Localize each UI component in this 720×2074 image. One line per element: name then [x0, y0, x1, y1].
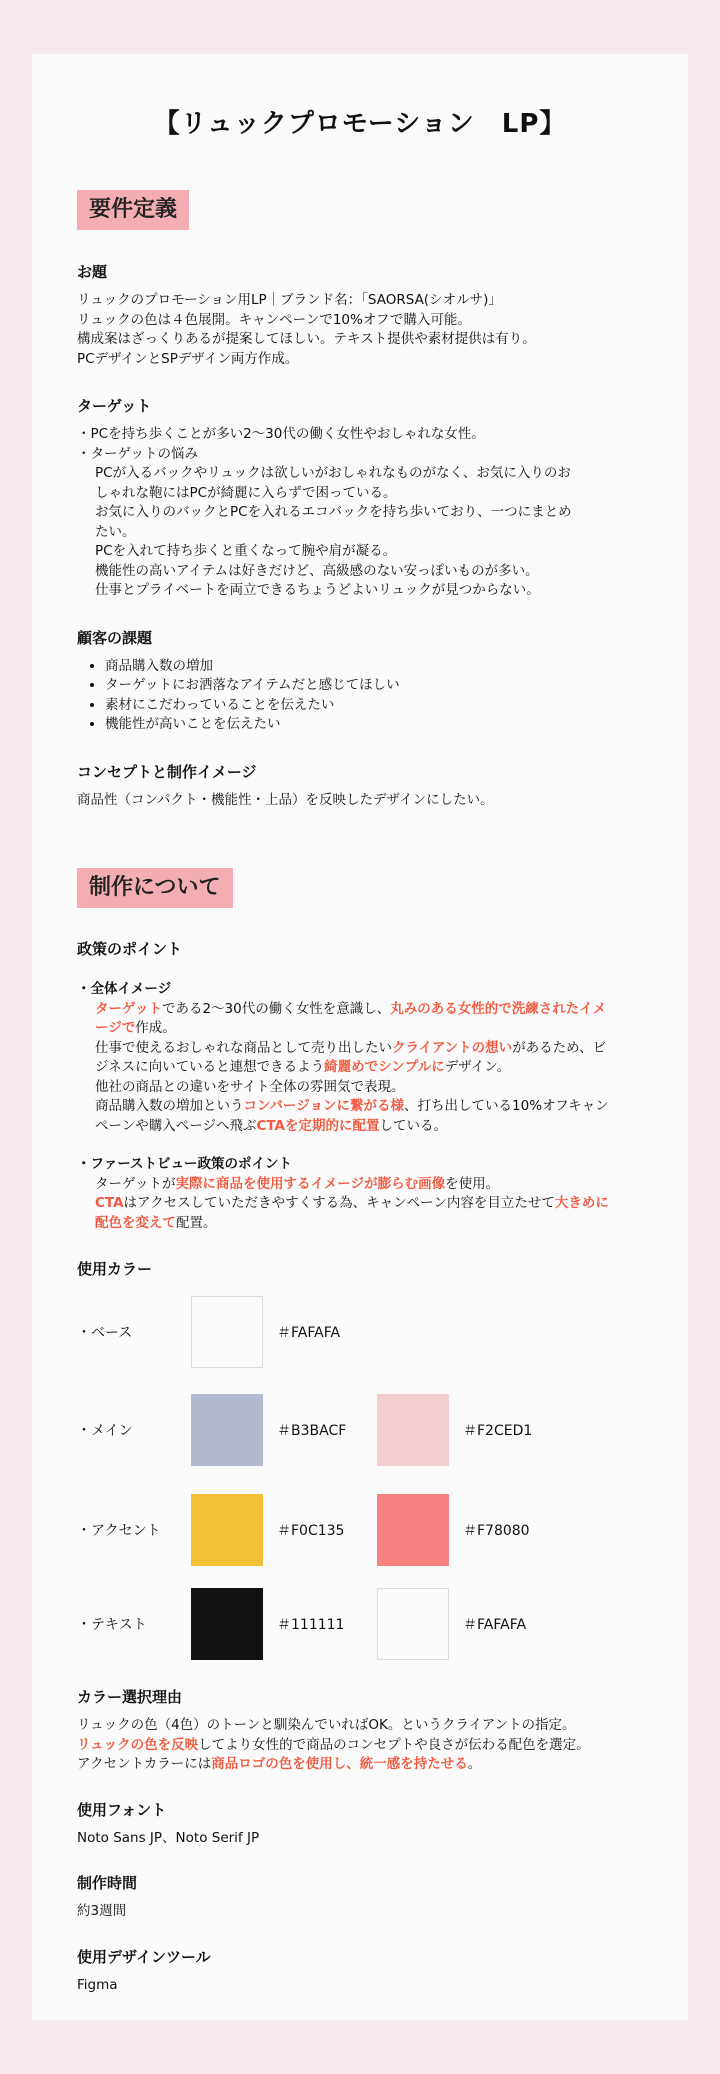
overall-line	[95, 1039, 643, 1059]
odai-line: PCデザインとSPデザイン両方作成。	[77, 350, 299, 367]
color-hex: ＃B3BACF	[277, 1423, 347, 1439]
reason-text: アクセントカラーには	[77, 1756, 212, 1772]
issues-heading: 顧客の課題	[77, 628, 153, 647]
color-row-base	[77, 1296, 643, 1368]
color-hex: ＃F0C135	[277, 1523, 345, 1539]
highlight-text: ージで	[95, 1020, 136, 1036]
target-line: 機能性の高いアイテムは好きだけど、高級感のない安っぽいものが多い。	[95, 562, 539, 579]
target-line: PCを入れて持ち歩くと重くなって腕や肩が凝る。	[95, 543, 397, 559]
color-row-main	[77, 1394, 643, 1466]
color-swatch-accent-1	[191, 1494, 263, 1566]
reason-line	[77, 1736, 643, 1756]
target-bullet: ・PCを持ち歩くことが多い2〜30代の働く女性やおしゃれな女性。	[77, 426, 485, 442]
requirements-section	[77, 190, 643, 810]
color-row-accent	[77, 1494, 643, 1566]
overall-line	[95, 1000, 643, 1020]
firstview-text: 配置。	[176, 1214, 217, 1231]
color-swatch-text-1	[191, 1588, 263, 1660]
list-item: • ターゲットにお洒落なアイテムだと感じてほしい	[105, 676, 643, 696]
target-heading: ターゲット	[77, 397, 152, 415]
odai-heading: お題	[77, 263, 108, 281]
target-block	[77, 395, 643, 601]
overall-text: があるため、ビ	[512, 1039, 607, 1056]
odai-block	[77, 261, 643, 369]
policy-heading: 政策のポイント	[77, 940, 183, 958]
highlight-text: 実際に商品を使用するイメージが膨らむ画像	[175, 1175, 446, 1192]
highlight-text: CTAを定期的に配置	[256, 1117, 380, 1134]
firstview-line	[95, 1175, 643, 1195]
highlight-text: クライアントの想い	[392, 1039, 513, 1056]
tool-text: Figma	[77, 1976, 118, 1993]
highlight-text: リュックの色を反映	[77, 1736, 199, 1753]
target-bullet: ・ターゲットの悩み	[77, 445, 198, 462]
color-label: ・ベース	[77, 1325, 133, 1341]
overall-text: 仕事で使えるおしゃれな商品として売り出したい	[95, 1039, 392, 1056]
firstview-line	[95, 1194, 643, 1214]
list-item: • 素材にこだわっていることを伝えたい	[105, 696, 643, 716]
production-section	[77, 868, 643, 1995]
color-hex: ＃F2CED1	[463, 1423, 533, 1439]
target-line: たい。	[95, 523, 136, 540]
overall-image-heading: ・全体イメージ	[77, 981, 172, 997]
reason-text: してより女性的で商品のコンセプトや良さが伝わる配色を選定。	[198, 1736, 590, 1753]
target-line: お気に入りのバックとPCを入れるエコバックを持ち歩いており、一つにまとめ	[95, 504, 572, 520]
overall-line: 他社の商品との違いをサイト全体の雰囲気で表現。	[95, 1078, 405, 1095]
color-swatch-main-1	[191, 1394, 263, 1466]
color-hex: ＃FAFAFA	[277, 1325, 341, 1341]
overall-image-block	[77, 980, 643, 1136]
odai-line: リュックのプロモーション用LP｜ブランド名：「SAORSA(シオルサ)」	[77, 292, 502, 308]
target-line: PCが入るバックやリュックは欲しいがおしゃれなものがなく、お気に入りのお	[95, 465, 571, 481]
color-hex: ＃FAFAFA	[463, 1617, 527, 1633]
color-label: ・アクセント	[77, 1523, 161, 1539]
overall-text: 、打ち出している10%オフキャン	[404, 1098, 609, 1114]
color-swatch-text-2	[377, 1588, 449, 1660]
list-item: • 商品購入数の増加	[105, 657, 643, 677]
highlight-text: CTA	[95, 1195, 124, 1211]
tool-heading: 使用デザインツール	[77, 1947, 211, 1966]
highlight-text: 商品ロゴの色を使用し、統一感を持たせる	[211, 1756, 468, 1772]
color-swatch-main-2	[377, 1394, 449, 1466]
font-block	[77, 1799, 643, 1849]
overall-text: ジネスに向いていると連想できるよう	[95, 1059, 325, 1075]
firstview-text: はアクセスしていただきやすくする為、キャンペーン内容を目立たせて	[123, 1195, 555, 1211]
reason-heading: カラー選択理由	[77, 1688, 183, 1706]
overall-line	[95, 1117, 643, 1137]
firstview-text: ターゲットが	[95, 1175, 176, 1192]
colors-block	[77, 1258, 643, 1660]
overall-line	[95, 1058, 643, 1078]
reason-text: 。	[467, 1756, 482, 1772]
color-label: ・メイン	[77, 1423, 133, 1439]
highlight-text: コンバージョンに繋がる様	[243, 1098, 405, 1114]
highlight-text: ターゲット	[95, 1000, 162, 1017]
time-heading: 制作時間	[77, 1874, 138, 1892]
color-hex: ＃111111	[277, 1617, 345, 1633]
odai-line: リュックの色は４色展開。キャンペーンで10%オフで購入可能。	[77, 311, 471, 328]
overall-line	[95, 1019, 643, 1039]
concept-block	[77, 761, 643, 811]
odai-line: 構成案はざっくりあるが提案してほしい。テキスト提供や素材提供は有り。	[77, 331, 536, 347]
color-swatch-base	[191, 1296, 263, 1368]
firstview-block	[77, 1155, 643, 1233]
policy-block	[77, 938, 643, 1233]
overall-text: ペーンや購入ページへ飛ぶ	[95, 1117, 257, 1134]
document-card	[32, 54, 688, 2020]
highlight-text: 配色を変えて	[95, 1214, 176, 1231]
overall-text: 作成。	[135, 1020, 176, 1036]
section-heading-requirements: 要件定義	[77, 190, 189, 230]
color-row-text	[77, 1588, 643, 1660]
reason-line	[77, 1755, 643, 1775]
reason-line: リュックの色（4色）のトーンと馴染んでいればOK。というクライアントの指定。	[77, 1717, 576, 1733]
highlight-text: 丸みのある女性的で洗練されたイメ	[390, 1000, 607, 1017]
firstview-heading: ・ファーストビュー政策のポイント	[77, 1156, 293, 1172]
page-title: 【リュックプロモーション LP】	[153, 109, 567, 139]
overall-text: 商品購入数の増加という	[95, 1098, 244, 1114]
color-swatch-accent-2	[377, 1494, 449, 1566]
overall-line	[95, 1097, 643, 1117]
time-block	[77, 1872, 643, 1922]
font-text: Noto Sans JP、Noto Serif JP	[77, 1829, 260, 1846]
concept-text: 商品性（コンパクト・機能性・上品）を反映したデザインにしたい。	[77, 791, 494, 808]
list-item: • 機能性が高いことを伝えたい	[105, 715, 643, 735]
section-heading-production: 制作について	[77, 868, 233, 908]
overall-text: している。	[379, 1117, 447, 1134]
highlight-text: 綺麗めでシンプルに	[324, 1059, 445, 1075]
firstview-text: を使用。	[445, 1175, 500, 1192]
highlight-text: 大きめに	[554, 1195, 609, 1211]
color-hex: ＃F78080	[463, 1523, 530, 1539]
overall-text: である2〜30代の働く女性を意識し、	[161, 1000, 391, 1017]
time-text: 約3週間	[77, 1903, 127, 1919]
issues-list	[77, 657, 643, 735]
firstview-line	[95, 1214, 643, 1234]
issues-block	[77, 627, 643, 735]
concept-heading: コンセプトと制作イメージ	[77, 762, 257, 781]
target-line: 仕事とプライベートを両立できるちょうどよいリュックが見つからない。	[95, 582, 540, 598]
colors-heading: 使用カラー	[77, 1260, 153, 1278]
overall-text: デザイン。	[444, 1059, 511, 1075]
tool-block	[77, 1946, 643, 1996]
color-label: ・テキスト	[77, 1617, 147, 1633]
target-line: しゃれな鞄にはPCが綺麗に入らずで困っている。	[95, 484, 397, 501]
font-heading: 使用フォント	[77, 1800, 167, 1819]
reason-block	[77, 1686, 643, 1775]
